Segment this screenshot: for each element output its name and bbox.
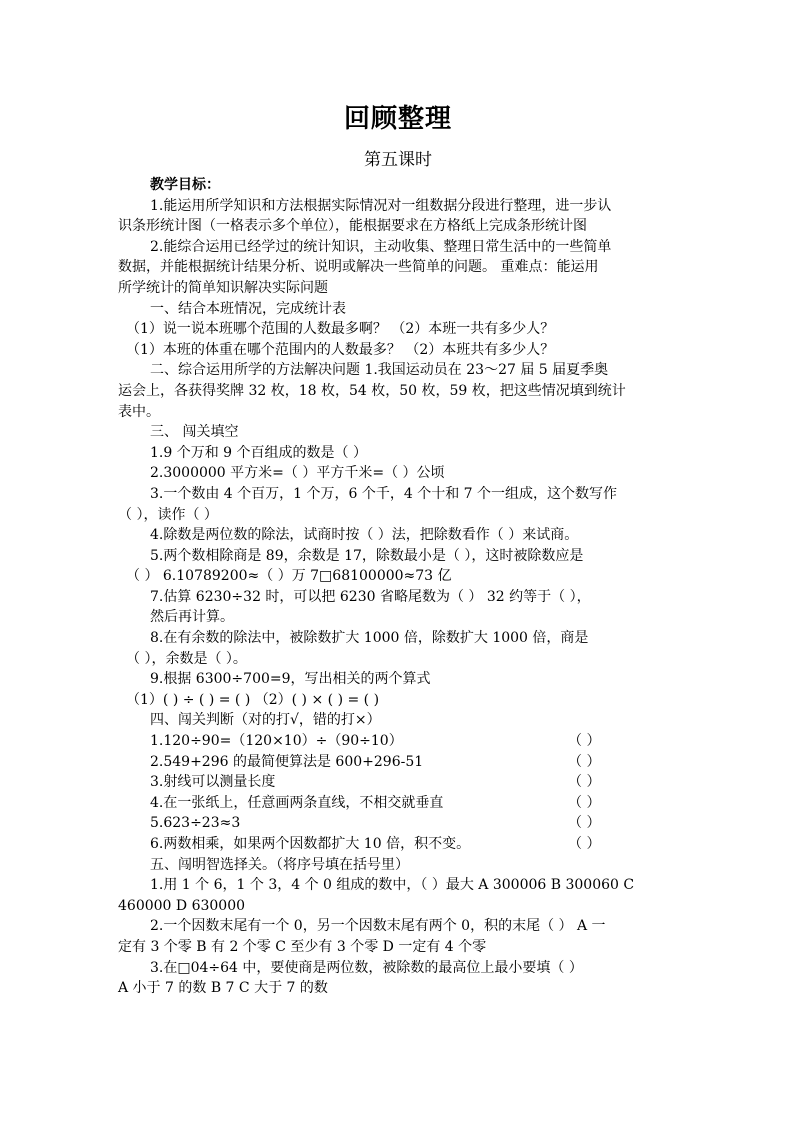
judgement-question: 2.549+296 的最简便算法是 600+296-51 (150, 753, 424, 770)
text-line: 2.3000000 平方米=（ ）平方千米=（ ）公顷 (150, 465, 445, 482)
document-body (118, 175, 678, 731)
page-title: 回顾整理 (343, 104, 452, 134)
judgement-list (118, 731, 678, 855)
judgement-question: 3.射线可以测量长度 (150, 774, 276, 791)
judgement-question: 1.120÷90=（120×10）÷（90÷10） (150, 733, 403, 750)
judgement-item (118, 731, 620, 752)
judgement-item (118, 834, 620, 855)
document-page (118, 95, 678, 999)
judgement-question: 5.623÷23≈3 (150, 815, 241, 832)
text-line: 然后再计算。 (150, 609, 234, 626)
text-line: 表中。 (118, 403, 160, 420)
text-line: （ ），余数是（ ）。 (126, 650, 247, 667)
text-line: （1）本班的体重在哪个范围内的人数最多？ （2）本班共有多少人？ (126, 341, 555, 358)
text-line: 2.一个因数末尾有一个 0，另一个因数末尾有两个 0，积的末尾（ ） A 一 (150, 918, 606, 935)
text-line: 4.除数是两位数的除法，试商时按（ ）法，把除数看作（ ）来试商。 (150, 527, 579, 544)
text-line: 四、闯关判断（对的打√，错的打×） (150, 712, 381, 729)
text-line: 5.两个数相除商是 89，余数是 17，除数最小是（ ），这时被除数应是 (150, 547, 584, 564)
judgement-question: 4.在一张纸上，任意画两条直线，不相交就垂直 (150, 794, 444, 811)
text-line: 定有 3 个零 B 有 2 个零 C 至少有 3 个零 D 一定有 4 个零 (118, 938, 487, 955)
text-line: 识条形统计图（一格表示多个单位），能根据要求在方格纸上完成条形统计图 (118, 218, 587, 235)
text-line: 1.能运用所学知识和方法根据实际情况对一组数据分段进行整理，进一步认 (150, 197, 612, 214)
text-line: 一、结合本班情况，完成统计表 (150, 300, 346, 317)
text-line: 1.用 1 个 6，1 个 3，4 个 0 组成的数中，（ ）最大 A 300006 B 300060 C (150, 877, 635, 894)
answer-parentheses: （ ） (568, 753, 601, 770)
text-line: （1）( ) ÷ ( ) = ( ) （2）( ) × ( ) = ( ) (126, 691, 380, 708)
text-line: 3.在□04÷64 中，要使商是两位数，被除数的最高位上最小要填（ ） (150, 959, 583, 976)
text-line: 二、综合运用所学的方法解决问题 1.我国运动员在 23～27 届 5 届夏季奥 (150, 362, 609, 379)
text-line: （ ），读作（ ） (118, 506, 218, 523)
answer-parentheses: （ ） (568, 815, 601, 832)
text-line: 运会上，各获得奖牌 32 枚，18 枚，54 枚，50 枚，59 枚，把这些情况填到统计 (118, 382, 626, 399)
text-line: 7.估算 6230÷32 时，可以把 6230 省略尾数为（ ） 32 约等于（ ）， (150, 588, 591, 605)
judgement-item (118, 813, 620, 834)
text-line: 460000 D 630000 (118, 897, 246, 914)
text-line: 三、 闯关填空 (150, 424, 239, 441)
text-line: 3.一个数由 4 个百万，1 个万，6 个千，4 个十和 7 个一组成，这个数写作 (150, 485, 618, 502)
judgement-item (118, 752, 620, 773)
text-line: （1）说一说本班哪个范围的人数最多啊？ （2）本班一共有多少人？ (126, 321, 555, 338)
judgement-item (118, 793, 620, 814)
text-line: 五、闯明智选择关。（将序号填在括号里） (150, 856, 409, 873)
answer-parentheses: （ ） (568, 794, 601, 811)
text-line: A 小于 7 的数 B 7 C 大于 7 的数 (118, 980, 328, 997)
answer-parentheses: （ ） (568, 836, 601, 852)
answer-parentheses: （ ） (568, 774, 601, 791)
text-line: 教学目标： (150, 177, 220, 193)
multiple-choice-section (118, 855, 678, 999)
text-line: 1.9 个万和 9 个百组成的数是（ ） (150, 444, 367, 461)
text-line: 2.能综合运用已经学过的统计知识，主动收集、整理日常生活中的一些简单 (150, 238, 612, 255)
text-line: （ ） 6.10789200≈（ ）万 7□68100000≈73 亿 (126, 568, 452, 585)
judgement-item (118, 772, 620, 793)
judgement-question: 6.两数相乘，如果两个因数都扩大 10 倍，积不变。 (150, 836, 471, 852)
text-line: 9.根据 6300÷700=9，写出相关的两个算式 (150, 671, 431, 688)
page-subtitle: 第五课时 (364, 150, 432, 170)
answer-parentheses: （ ） (568, 733, 601, 750)
text-line: 8.在有余数的除法中，被除数扩大 1000 倍，除数扩大 1000 倍，商是 (150, 630, 589, 647)
text-line: 所学统计的简单知识解决实际问题 (118, 279, 328, 296)
text-line: 数据，并能根据统计结果分析、说明或解决一些简单的问题。 重难点：能运用 (118, 259, 599, 276)
